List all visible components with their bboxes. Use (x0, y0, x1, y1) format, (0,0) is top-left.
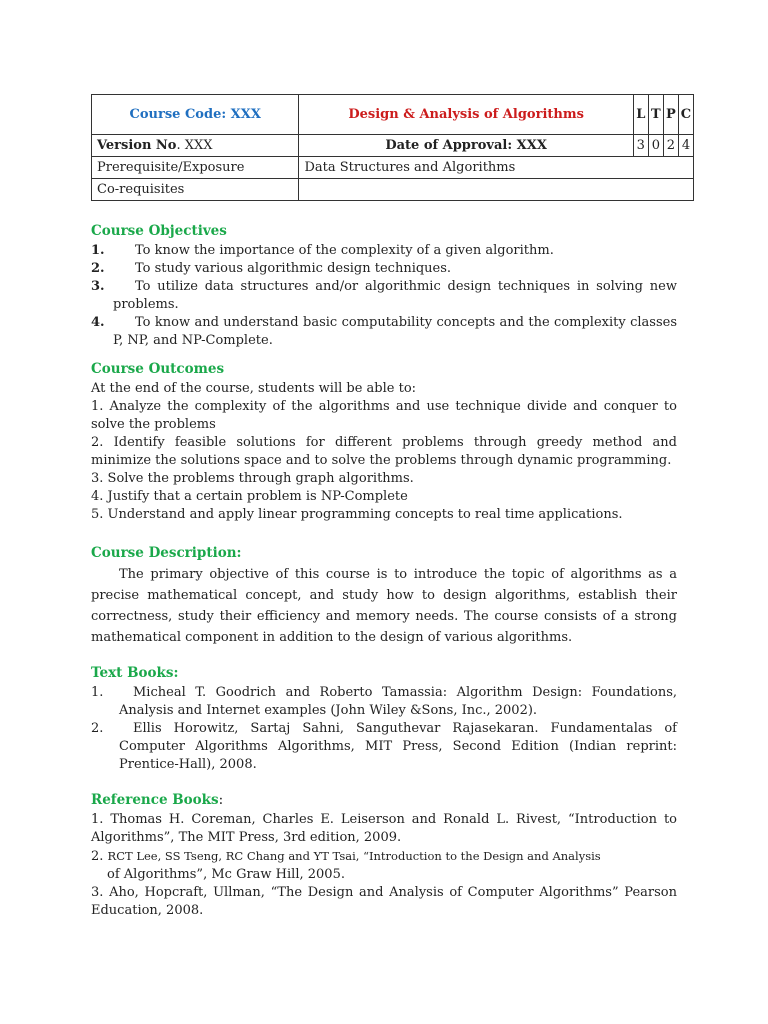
textbook-text: Ellis Horowitz, Sartaj Sahni, Sanguthevar Rajasekaran. Fundamentalas of Computer Algorithms Algorithms, MIT Press, Second Edition (Indian reprint: Prentice-Hall), 2008. (119, 721, 677, 772)
objective-item (91, 314, 677, 350)
reference-item: 1. Thomas H. Coreman, Charles E. Leiserson and Ronald L. Rivest, “Introduction to Algorithms”, The MIT Press, 3rd edition, 2009. (91, 812, 677, 845)
objective-number: 1. (91, 243, 105, 258)
outcome-item: 5. Understand and apply linear programming concepts to real time applications. (91, 507, 623, 522)
outcomes-intro: At the end of the course, students will be able to: (91, 381, 417, 396)
objective-text: To study various algorithmic design techniques. (135, 261, 452, 276)
approval-date: Date of Approval: XXX (299, 135, 633, 157)
coreq-value (299, 179, 694, 201)
course-header-table (91, 94, 694, 201)
textbooks-heading: Text Books: (91, 665, 179, 681)
objective-item (91, 278, 677, 314)
textbooks-section (91, 664, 677, 774)
objective-number: 2. (91, 261, 105, 276)
outcome-item: 2. Identify feasible solutions for different problems through greedy method and minimize the solutions space and to solve the problems through dynamic programming. (91, 435, 677, 468)
references-heading-text: Reference Books (91, 792, 219, 808)
ltpc-l-value: 3 (633, 135, 648, 157)
objective-text: To know and understand basic computability concepts and the complexity classes P, NP, and NP-Complete. (113, 315, 677, 348)
outcomes-section (91, 360, 677, 524)
ltpc-c-value: 4 (678, 135, 693, 157)
ltpc-t-header: T (648, 95, 663, 135)
ltpc-p-header: P (663, 95, 678, 135)
ltpc-p-value: 2 (663, 135, 678, 157)
version-cell (92, 135, 299, 157)
objective-text: To know the importance of the complexity of a given algorithm. (135, 243, 554, 258)
references-section (91, 791, 677, 920)
prereq-value: Data Structures and Algorithms (299, 157, 694, 179)
reference-item (91, 847, 677, 866)
objective-text: To utilize data structures and/or algorithmic design techniques in solving new problems. (113, 279, 677, 312)
reference-continuation: of Algorithms”, Mc Graw Hill, 2005. (107, 867, 345, 882)
ltpc-l-header: L (633, 95, 648, 135)
description-section (91, 544, 677, 648)
references-heading (91, 791, 677, 809)
description-heading: Course Description: (91, 545, 242, 561)
textbook-item (91, 684, 677, 720)
objective-item (91, 260, 677, 278)
textbook-text: Micheal T. Goodrich and Roberto Tamassia: Algorithm Design: Foundations, Analysis and Internet examples (John Wiley &Sons, Inc., 2002). (119, 685, 677, 718)
course-title: Design & Analysis of Algorithms (299, 95, 633, 135)
ltpc-c-header: C (678, 95, 693, 135)
objective-number: 3. (91, 279, 105, 294)
outcome-item: 3. Solve the problems through graph algorithms. (91, 471, 414, 486)
ltpc-t-value: 0 (648, 135, 663, 157)
objective-number: 4. (91, 315, 105, 330)
references-heading-colon: : (218, 792, 224, 808)
reference-text: RCT Lee, SS Tseng, RC Chang and YT Tsai, “Introduction to the Design and Analysis (107, 849, 601, 863)
textbook-number: 2. (91, 721, 104, 736)
version-label: Version No (97, 137, 177, 153)
prereq-label: Prerequisite/Exposure (92, 157, 299, 179)
textbook-number: 1. (91, 685, 104, 700)
version-value: . XXX (176, 137, 213, 153)
objectives-heading: Course Objectives (91, 223, 227, 239)
outcome-item: 1. Analyze the complexity of the algorithms and use technique divide and conquer to solve the problems (91, 399, 677, 432)
outcomes-heading: Course Outcomes (91, 361, 225, 377)
outcome-item: 4. Justify that a certain problem is NP-Complete (91, 489, 408, 504)
objectives-section (91, 222, 677, 350)
course-code: Course Code: XXX (92, 95, 299, 135)
textbook-item (91, 720, 677, 774)
reference-item: 3. Aho, Hopcraft, Ullman, “The Design and Analysis of Computer Algorithms” Pearson Education, 2008. (91, 885, 677, 918)
description-text: The primary objective of this course is to introduce the topic of algorithms as a precise mathematical concept, and study how to design algorithms, establish their correctness, study their efficiency and memory needs. The course consists of a strong mathematical component in addition to the design of various algorithms. (91, 567, 677, 645)
reference-number: 2. (91, 849, 104, 864)
objective-item (91, 242, 677, 260)
coreq-label: Co-requisites (92, 179, 299, 201)
